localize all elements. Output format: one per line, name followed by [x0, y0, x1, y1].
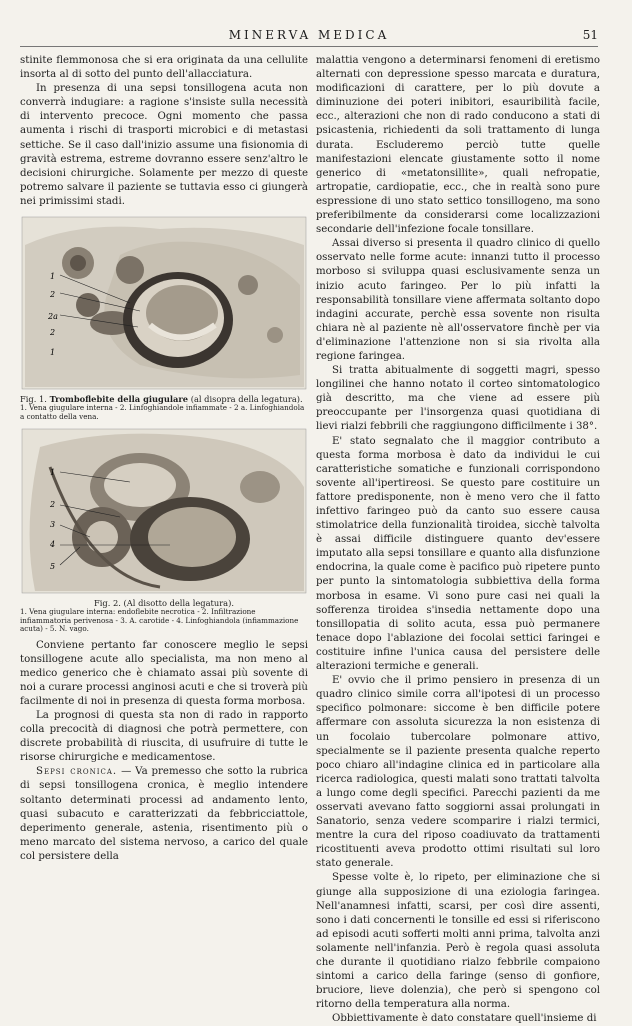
paragraph: Si tratta abitualmente di soggetti magri, spesso longilinei che hanno notato il corteo sintomatologico già descritto, ma che viene ad essere più preoccupante per l'insorgenza quasi quotidiana di lievi rialzi febbrili che raggiungono difficilmente i 38°.: [316, 365, 600, 433]
figure-2-mark: 5: [50, 562, 56, 572]
paragraph: Obbiettivamente è dato constatare quell'insieme di: [332, 1013, 597, 1025]
figure-1-title-note: (al disopra della legatura).: [190, 394, 303, 405]
section-lead: Sepsi cronica.: [36, 766, 118, 778]
paragraph: Assai diverso si presenta il quadro clinico di quello osservato nelle forme acute: innanzi tutto il processo morboso si sviluppa quasi esclusivamente senza un inizio acuto faringeo. Per lo più infatti la responsabilità tonsillare viene affermata soltanto dopo indagini accurate, perchè essa sovente non risulta chiara nè al paziente nè all'osservatore finchè per via d'eliminazione l'attenzione non si sia rivolta alla regione faringea.: [316, 238, 600, 362]
figure-2-mark: 2: [50, 500, 56, 510]
figure-2: [20, 427, 308, 595]
journal-title: MINERVA MEDICA: [228, 28, 390, 42]
paragraph: E' stato segnalato che il maggior contributo a questa forma morbosa è dato da individui le cui caratteristiche somatiche e funzionali corrispondono sovente all'ipertireosi. Se questo pare costituire un fattore predisponente, non è meno vero che il fatto infettivo faringeo può da canto suo essere causa stimolatrice della funzionalità tiroidea, sicchè talvolta è assai difficile distinguere quanto dev'essere imputato alla sepsi tonsillare e quanto alla disfunzione endocrina, la quale come è pacifico può ripetere punto per punto la sintomatologia subbiettiva della forma morbosa in esame. Vi sono pure casi nei quali la sofferenza tiroidea s'insedia nettamente dopo una tonsillopatia di solito acuta, essa può permanere tenace dopo l'ablazione dei focolai settici faringei e costituire infine l'unica causa del persistere delle alterazioni termiche e generali.: [316, 435, 600, 673]
paragraph: Conviene pertanto far conoscere meglio le sepsi tonsillogene acute allo specialista, ma non meno al medico generico che è chiamato assai più sovente di noi a curare processi anginosi acuti e che si troverà più facilmente di noi in presenza di questa forma morbosa.: [20, 639, 308, 707]
paragraph: Spesse volte è, lo ripeto, per eliminazione che si giunge alla supposizione di una eziologia faringea. Nell'anamnesi infatti, scarsi, per così dire assenti, sono i dati concernenti le tonsille ed essi si riferiscono ad episodi acuti sofferti molti anni prima, talvolta anzi solamente nell'infanzia. Però è regola quasi assoluta che durante il quotidiano rialzo febbrile compaiono sintomi a carico della faringe (senso di gonfiore, bruciore, lieve dolenzia), che però si spengono col ritorno della temperatura alla norma.: [316, 872, 600, 1011]
paragraph-text: — Va premesso che sotto la rubrica di sepsi tonsillogena cronica, è meglio intendere soltanto determinati processi ad andamento lento, quasi subacuto e caratterizzati da febbricciattole, deperimento generale, astenia, risentimento più o meno marcato del sistema nervoso, a carico del quale col persistere della: [20, 766, 308, 862]
figure-1: [20, 215, 308, 391]
figure-2-mark: 4: [50, 540, 56, 550]
figure-2-mark: 3: [50, 520, 56, 530]
figure-1-label: Fig. 1.: [20, 394, 47, 405]
figure-1-mark: 2: [50, 290, 56, 300]
page-number: 51: [582, 28, 598, 42]
paragraph: malattia vengono a determinarsi fenomeni di eretismo alternati con depressione spesso marcata e duratura, modificazioni di carattere, per lo più dovute a diminuzione dei poteri inibitori, esauribilità facile, ecc., alterazioni che non di rado conducono a stati di psicastenia, richiedenti da soli trattamento di lunga durata. Escluderemo perciò tutte quelle manifestazioni elencate giustamente sotto il nome generico di «metatonsillite», quali nefropatie, artropatie, cardiopatie, ecc., che in realtà sono pure espressione di uno stato settico tonsillogeno, ma sono preferibilmente da considerarsi come localizzazioni secondarie dell'infezione focale tonsillare.: [316, 55, 600, 236]
figure-1-mark: 2: [50, 328, 56, 338]
figure-2-caption: [20, 598, 308, 634]
figure-1-mark: 1: [50, 272, 56, 282]
paragraph: E' ovvio che il primo pensiero in presenza di un quadro clinico simile corra all'ipotesi di un processo specifico polmonare: siccome è ben difficile potere affermare con assoluta sicurezza la non esistenza di un focolaio tubercolare polmonare attivo, specialmente se il paziente presenta qualche reperto poco chiaro all'indagine clinica ed in particolare alla ricerca radiologica, questi malati sono trattati talvolta a lungo come degli specifici. Parecchi pazienti da me osservati avevano fatto soggiorni assai prolungati in Sanatorio, senza vedere scomparire i rialzi termici, mentre la cura del riposo coadiuvato da trattamenti ricostituenti aveva prodotto ottimi risultati sul loro stato generale.: [316, 675, 600, 870]
figure-1-mark: 1: [50, 348, 56, 358]
histology-micrograph-2: [20, 427, 308, 595]
figure-1-legend: 1. Vena giugulare interna - 2. Linfoghiandole infiammate - 2 a. Linfoghiandola a contatto della vena.: [20, 403, 305, 421]
paragraph: [20, 765, 308, 864]
right-column: [316, 54, 600, 1026]
figure-2-legend: 1. Vena giugulare interna: endoflebite necrotica - 2. Infiltrazione infiammatoria perivenosa - 3. A. carotide - 4. Linfoghiandola (infiammazione acuta) - 5. N. vago.: [20, 607, 299, 634]
figure-1-caption: [20, 394, 308, 421]
paragraph: La prognosi di questa sta non di rado in rapporto colla precocità di diagnosi che potrà permettere, con discrete probabilità di riuscita, di usufruire di tutte le risorse chirurgiche e medicamentose.: [20, 710, 308, 764]
figure-2-title: Fig. 2. (Al disotto della legatura).: [94, 598, 234, 609]
figure-2-mark: 1: [50, 468, 56, 478]
running-header: [20, 28, 598, 47]
histology-micrograph-1: [20, 215, 308, 391]
figure-1-mark: 2a: [48, 312, 58, 322]
paragraph: stinite flemmonosa che si era originata da una cellulite insorta al di sotto del punto dell'allacciatura.: [20, 55, 308, 81]
figure-1-title: Tromboflebite della giugulare: [49, 394, 189, 405]
paragraph: In presenza di una sepsi tonsillogena acuta non converrà indugiare: a ragione s'insiste sulla necessità di intervento precoce. Ogni momento che passa aumenta i rischi di trasporti microbici e di metastasi settiche. Se il caso dall'inizio assume una fisionomia di gravità estrema, estreme dovranno essere senz'altro le decisioni chirurgiche. Solamente per mezzo di queste potremo salvare il paziente se tuttavia esso ci giungerà nei primissimi stadi.: [20, 83, 308, 207]
left-column: [20, 54, 308, 864]
